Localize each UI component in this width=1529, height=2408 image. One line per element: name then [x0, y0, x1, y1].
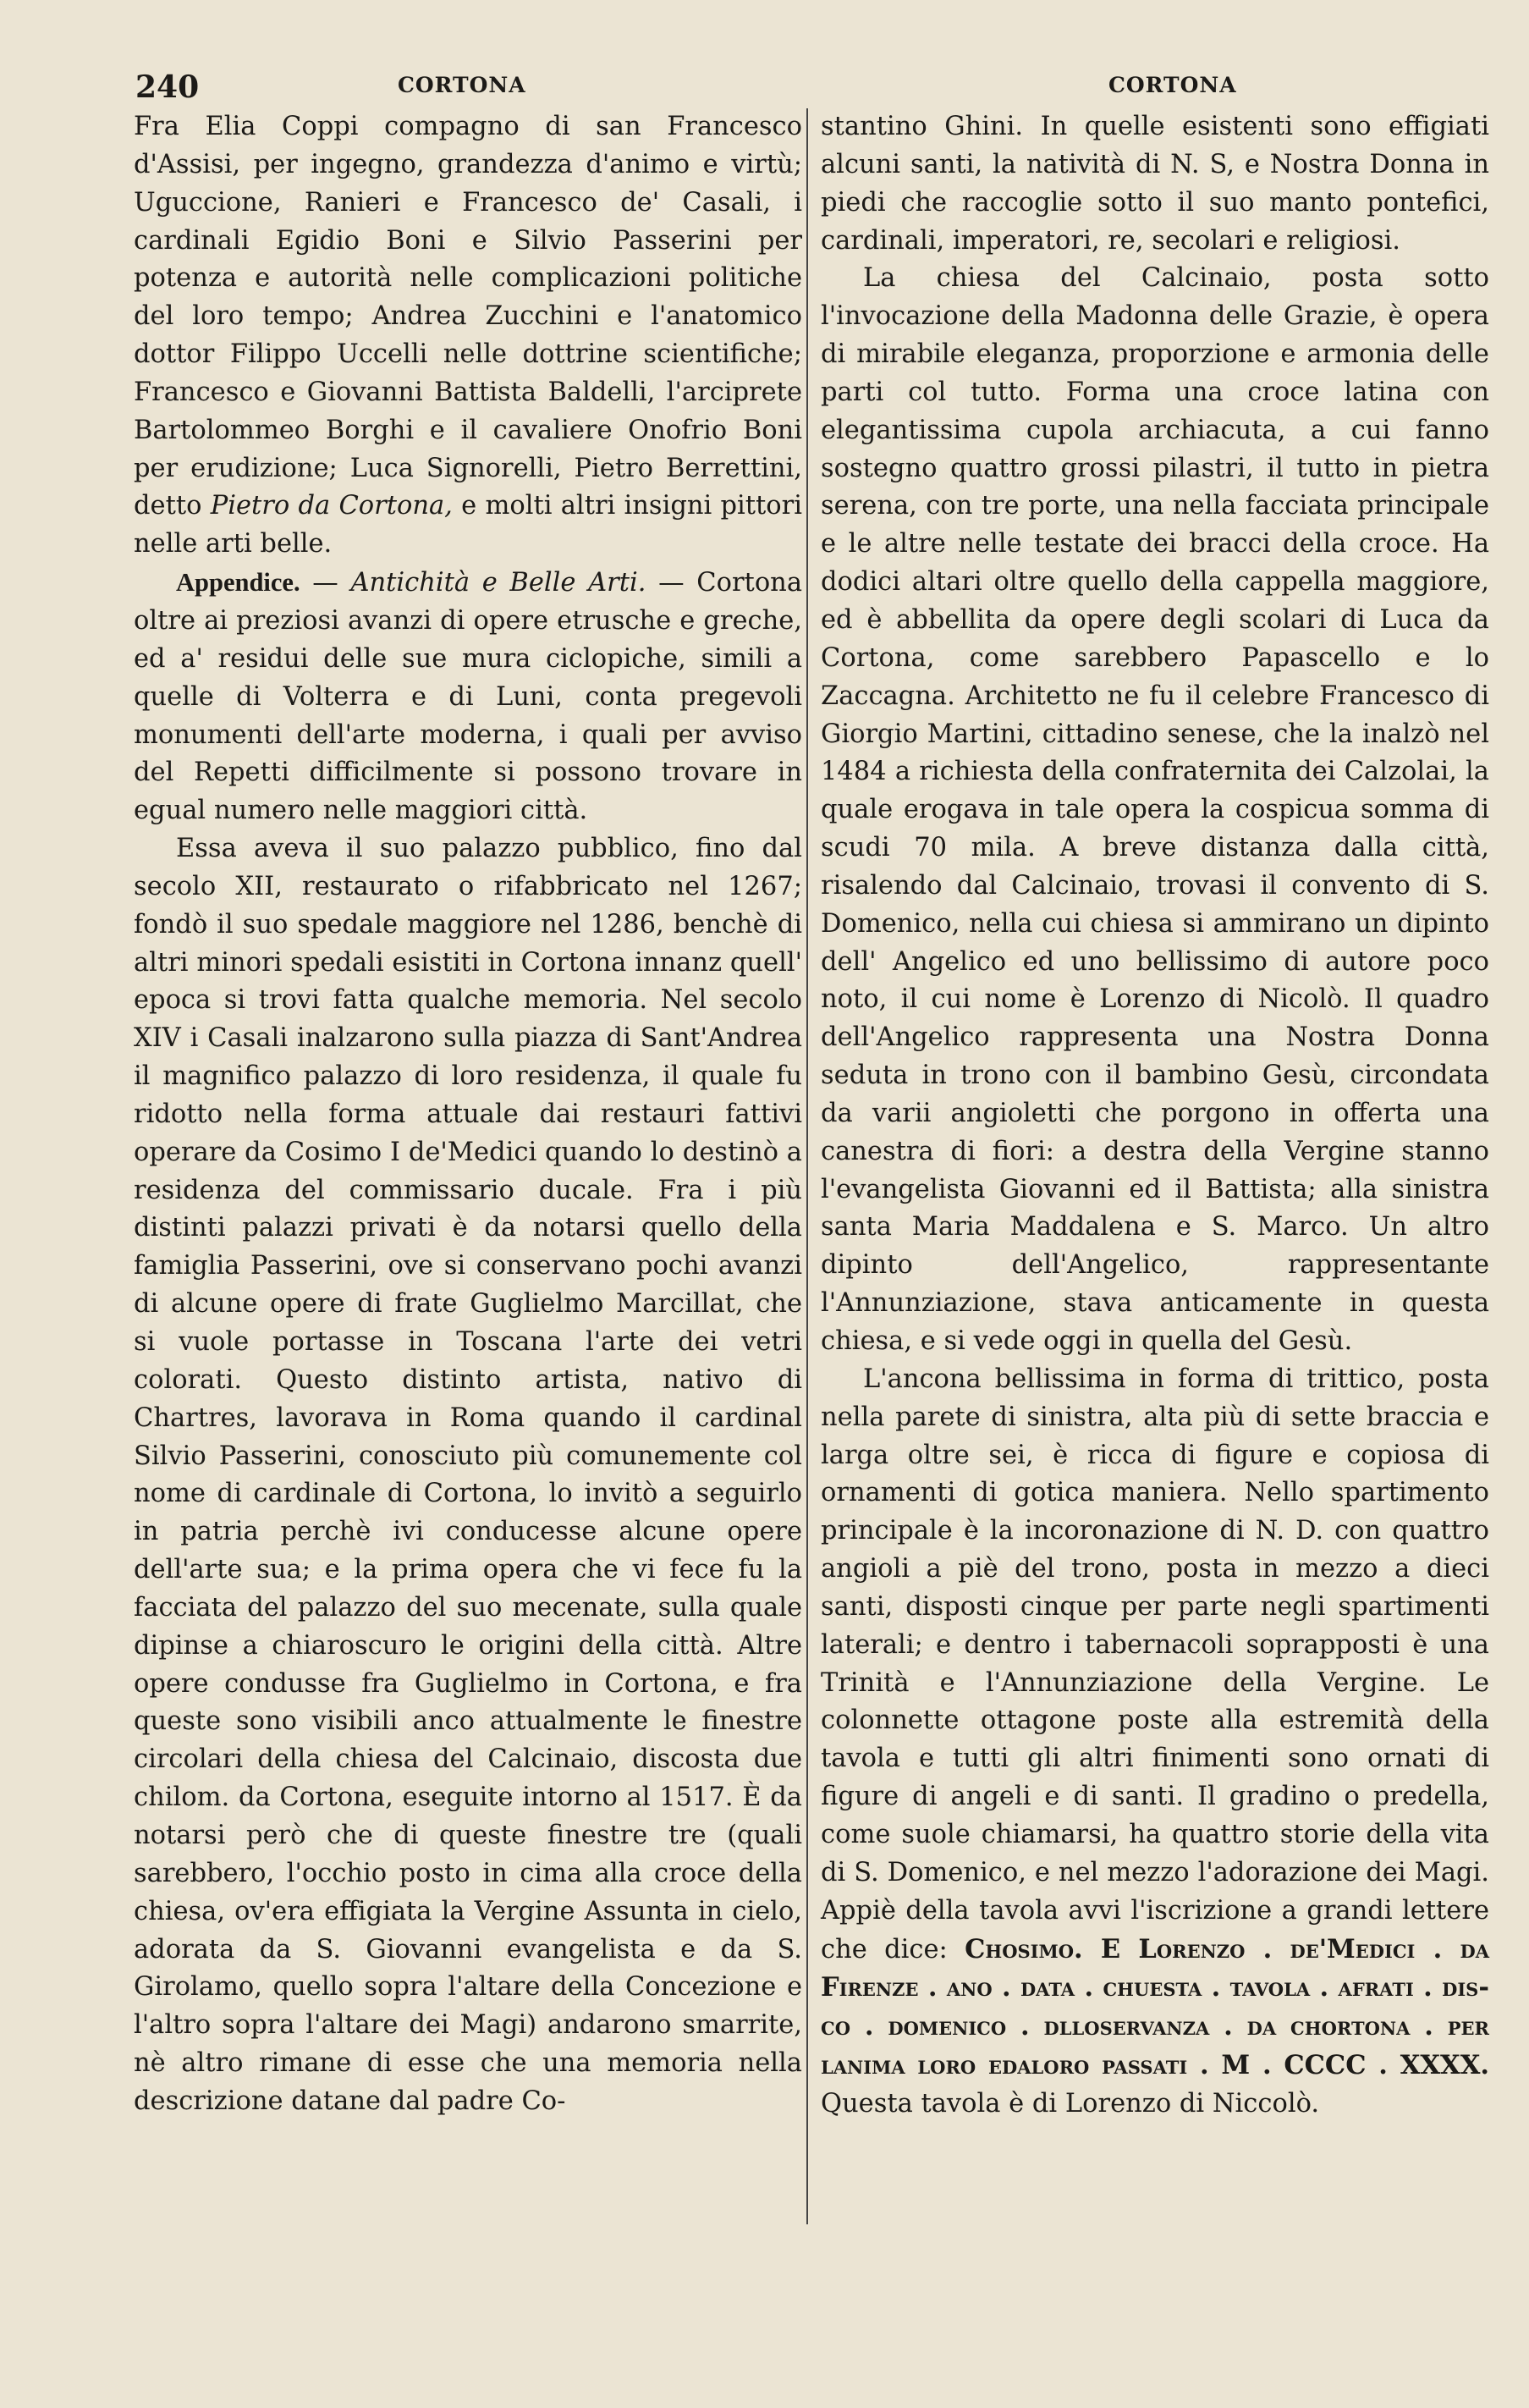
- text-run: e molti altri insigni pittori nelle arti belle.: [134, 491, 803, 559]
- paragraph-notables: [134, 108, 802, 564]
- column-divider: [806, 108, 808, 2224]
- section-subheading: Antichità e Belle Arti.: [350, 568, 646, 598]
- page-number: 240: [135, 69, 200, 105]
- dash: —: [300, 568, 351, 598]
- running-head-right: CORTONA: [1108, 73, 1237, 97]
- inscription: Chosimo. E Lorenzo . de'Medici . da Firenze . ano . data . chuesta . tavola . afrati . dis-co . domenico . dlloservanza . da chortona . per lanima loro edaloro passati . M . CCCC . XXXX.: [821, 1933, 1489, 2081]
- paragraph-appendix: [134, 564, 802, 830]
- dash: —: [646, 568, 697, 598]
- section-heading: Appendice.: [176, 568, 300, 598]
- paragraph-calcinaio: La chiesa del Calcinaio, posta sotto l'invocazione della Madonna delle Grazie, è opera di mirabile eleganza, proporzione e armonia delle parti col tutto. Forma una croce latina con elegantissima cupola archiacuta, a cui fanno sostegno quattro grossi pilastri, il tutto in pietra serena, con tre porte, una nella facciata principale e le altre nelle testate dei bracci della croce. Ha dodici altari oltre quello della cappella maggiore, ed è abbellita da opere degli scolari di Luca da Cortona, come sarebbero Papascello e lo Zaccagna. Architetto ne fu il celebre Francesco di Giorgio Martini, cittadino senese, che la inalzò nel 1484 a richiesta della confraternita dei Calzolai, la quale erogava in tale opera la cospicua somma di scudi 70 mila. A breve distanza dalla città, risalendo dal Calcinaio, trovasi il convento di S. Domenico, nella cui chiesa si ammirano un dipinto dell' Angelico ed uno bellissimo di autore poco noto, il cui nome è Lorenzo di Nicolò. Il quadro dell'Angelico rappresenta una Nostra Donna seduta in trono con il bambino Gesù, circondata da varii angioletti che porgono in offerta una canestra di fiori: a destra della Vergine stanno l'evangelista Giovanni ed il Battista; alla sinistra santa Maria Maddalena e S. Marco. Un altro dipinto dell'Angelico, rappresentante l'Annunziazione, stava anticamente in questa chiesa, e si vede oggi in quella del Gesù.: [821, 263, 1489, 1356]
- text-run: L'ancona bellissima in forma di trittico, posta nella parete di sinistra, alta più di sette braccia e larga oltre sei, è ricca di figure e copiosa di ornamenti di gotica maniera. Nello spartimento principale è la incoronazione di N. D. con quattro angioli a piè del trono, posta in mezzo a dieci santi, disposti cinque per parte negli spartimenti laterali; e dentro i tabernacoli soprapposti è una Trinità e l'Annunziazione della Vergine. Le colonnette ottagone poste alla estremità della tavola e tutti gli altri finimenti sono ornati di figure di angeli e di santi. Il gradino o predella, come suole chiamarsi, ha quattro storie della vita di S. Domenico, e nel mezzo l'adorazione dei Magi. Appiè della tavola avvi l'iscrizione a grandi lettere che dice:: [821, 1364, 1489, 1964]
- italic-run: Pietro da Cortona,: [210, 491, 453, 521]
- paragraph-ancona: [821, 1361, 1489, 2124]
- paragraph-palazzi: Essa aveva il suo palazzo pubblico, fino dal secolo XII, restaurato o rifabbricato nel 1267; fondò il suo spedale maggiore nel 1286, benchè di altri minori spedali esistiti in Cortona innanz quell' epoca si trovi fatta qualche memoria. Nel secolo XIV i Casali inalzarono sulla piazza di Sant'Andrea il magnifico palazzo di loro residenza, il quale fu ridotto nella forma attuale dai restauri fattivi operare da Cosimo I de'Medici quando lo destinò a residenza del commissario ducale. Fra i più distinti palazzi privati è da notarsi quello della famiglia Passerini, ove si conservano pochi avanzi di alcune opere di frate Guglielmo Marcillat, che si vuole portasse in Toscana l'arte dei vetri colorati. Questo distinto artista, nativo di Chartres, lavorava in Roma quando il cardinal Silvio Passerini, conosciuto più comunemente col nome di cardinale di Cortona, lo invitò a seguirlo in patria perchè ivi conducesse alcune opere dell'arte sua; e la prima opera che vi fece fu la facciata del palazzo del suo mecenate, sulla quale dipinse a chiaroscuro le origini della città. Altre opere condusse fra Guglielmo in Cortona, e fra queste sono visibili anco attualmente le finestre circolari della chiesa del Calcinaio, discosta due chilom. da Cortona, eseguite intorno al 1517. È da notarsi però che di queste finestre tre (quali sarebbero, l'occhio posto in cima alla croce della chiesa, ov'era effigiata la Vergine Assunta in cielo, adorata da S. Giovanni evangelista e da S. Girolamo, quello sopra l'altare della Concezione e l'altro sopra l'altare dei Magi) andarono smarrite, nè altro rimane di esse che una memoria nella descrizione datane dal padre Co-: [134, 834, 802, 2116]
- text-run: Questa tavola è di Lorenzo di Niccolò.: [821, 2088, 1320, 2119]
- running-head-left: CORTONA: [398, 73, 526, 97]
- right-column: [821, 108, 1489, 2124]
- text-run: Fra Elia Coppi compagno di san Francesco d'Assisi, per ingegno, grandezza d'animo e virtù; Uguccione, Ranieri e Francesco de' Casali, i cardinali Egidio Boni e Silvio Passerini per potenza e autorità nelle complicazioni politiche del loro tempo; Andrea Zucchini e l'anatomico dottor Filippo Uccelli nelle dottrine scientifiche; Francesco e Giovanni Battista Baldelli, l'arciprete Bartolommeo Borghi e il cavaliere Onofrio Boni per erudizione; Luca Signorelli, Pietro Berrettini, detto: [134, 112, 802, 521]
- paragraph-continuation: stantino Ghini. In quelle esistenti sono effigiati alcuni santi, la natività di N. S, e Nostra Donna in piedi che raccoglie sotto il suo manto pontefici, cardinali, imperatori, re, secolari e religiosi.: [821, 112, 1489, 256]
- text-run: Cortona oltre ai preziosi avanzi di opere etrusche e greche, ed a' residui delle sue mura ciclopiche, simili a quelle di Volterra e di Luni, conta pregevoli monumenti dell'arte moderna, i quali per avviso del Repetti difficilmente si possono trovare in egual numero nelle maggiori città.: [134, 568, 803, 826]
- left-column: [134, 108, 802, 2121]
